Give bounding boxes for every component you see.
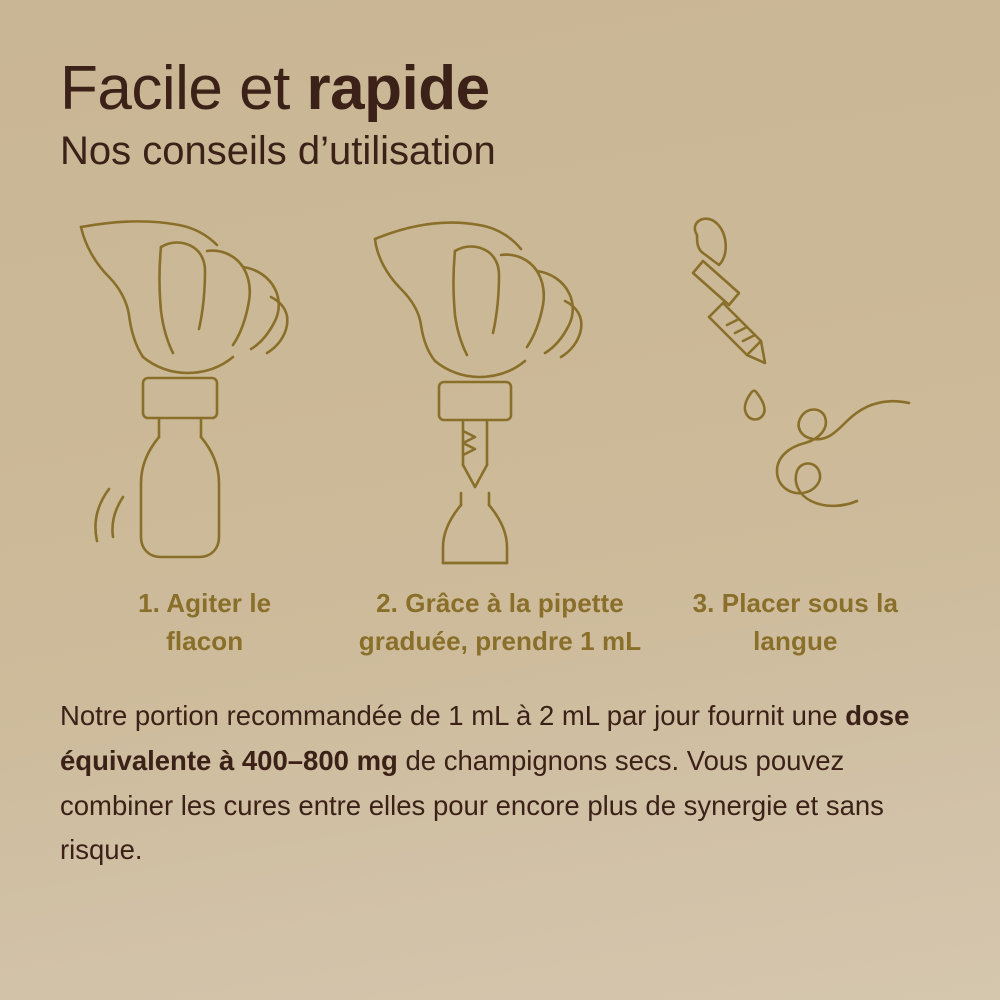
step-1-illustration xyxy=(75,215,335,575)
step-3 xyxy=(651,215,940,660)
page-title-bold: rapide xyxy=(306,54,490,123)
page-title-regular: Facile et xyxy=(60,54,307,123)
step-1-label: 1. Agiter le flacon xyxy=(138,588,272,656)
step-2 xyxy=(355,215,644,660)
hand-dropper-over-bottle-icon xyxy=(365,215,635,565)
steps-list xyxy=(60,215,940,660)
hand-shaking-bottle-icon xyxy=(75,215,335,565)
footnote-part2: de champignons secs. Vous pouvez combiner les cures entre elles pour encore plus de synergie et sans risque. xyxy=(60,745,884,866)
page-subtitle: Nos conseils d’utilisation xyxy=(60,129,496,174)
step-3-label: 3. Placer sous la langue xyxy=(692,588,899,656)
footnote-bold: dose équivalente à 400–800 mg xyxy=(60,700,910,777)
step-2-label: 2. Grâce à la pipette graduée, prendre 1 mL xyxy=(358,588,642,656)
step-1 xyxy=(60,215,349,660)
page-title xyxy=(60,56,940,121)
footnote-part1: Notre portion recommandée de 1 mL à 2 mL par jour fournit une xyxy=(60,700,846,732)
dropper-drop-tongue-icon xyxy=(665,215,925,565)
footnote-paragraph xyxy=(60,694,940,872)
step-2-illustration xyxy=(365,215,635,575)
step-3-illustration xyxy=(665,215,925,575)
